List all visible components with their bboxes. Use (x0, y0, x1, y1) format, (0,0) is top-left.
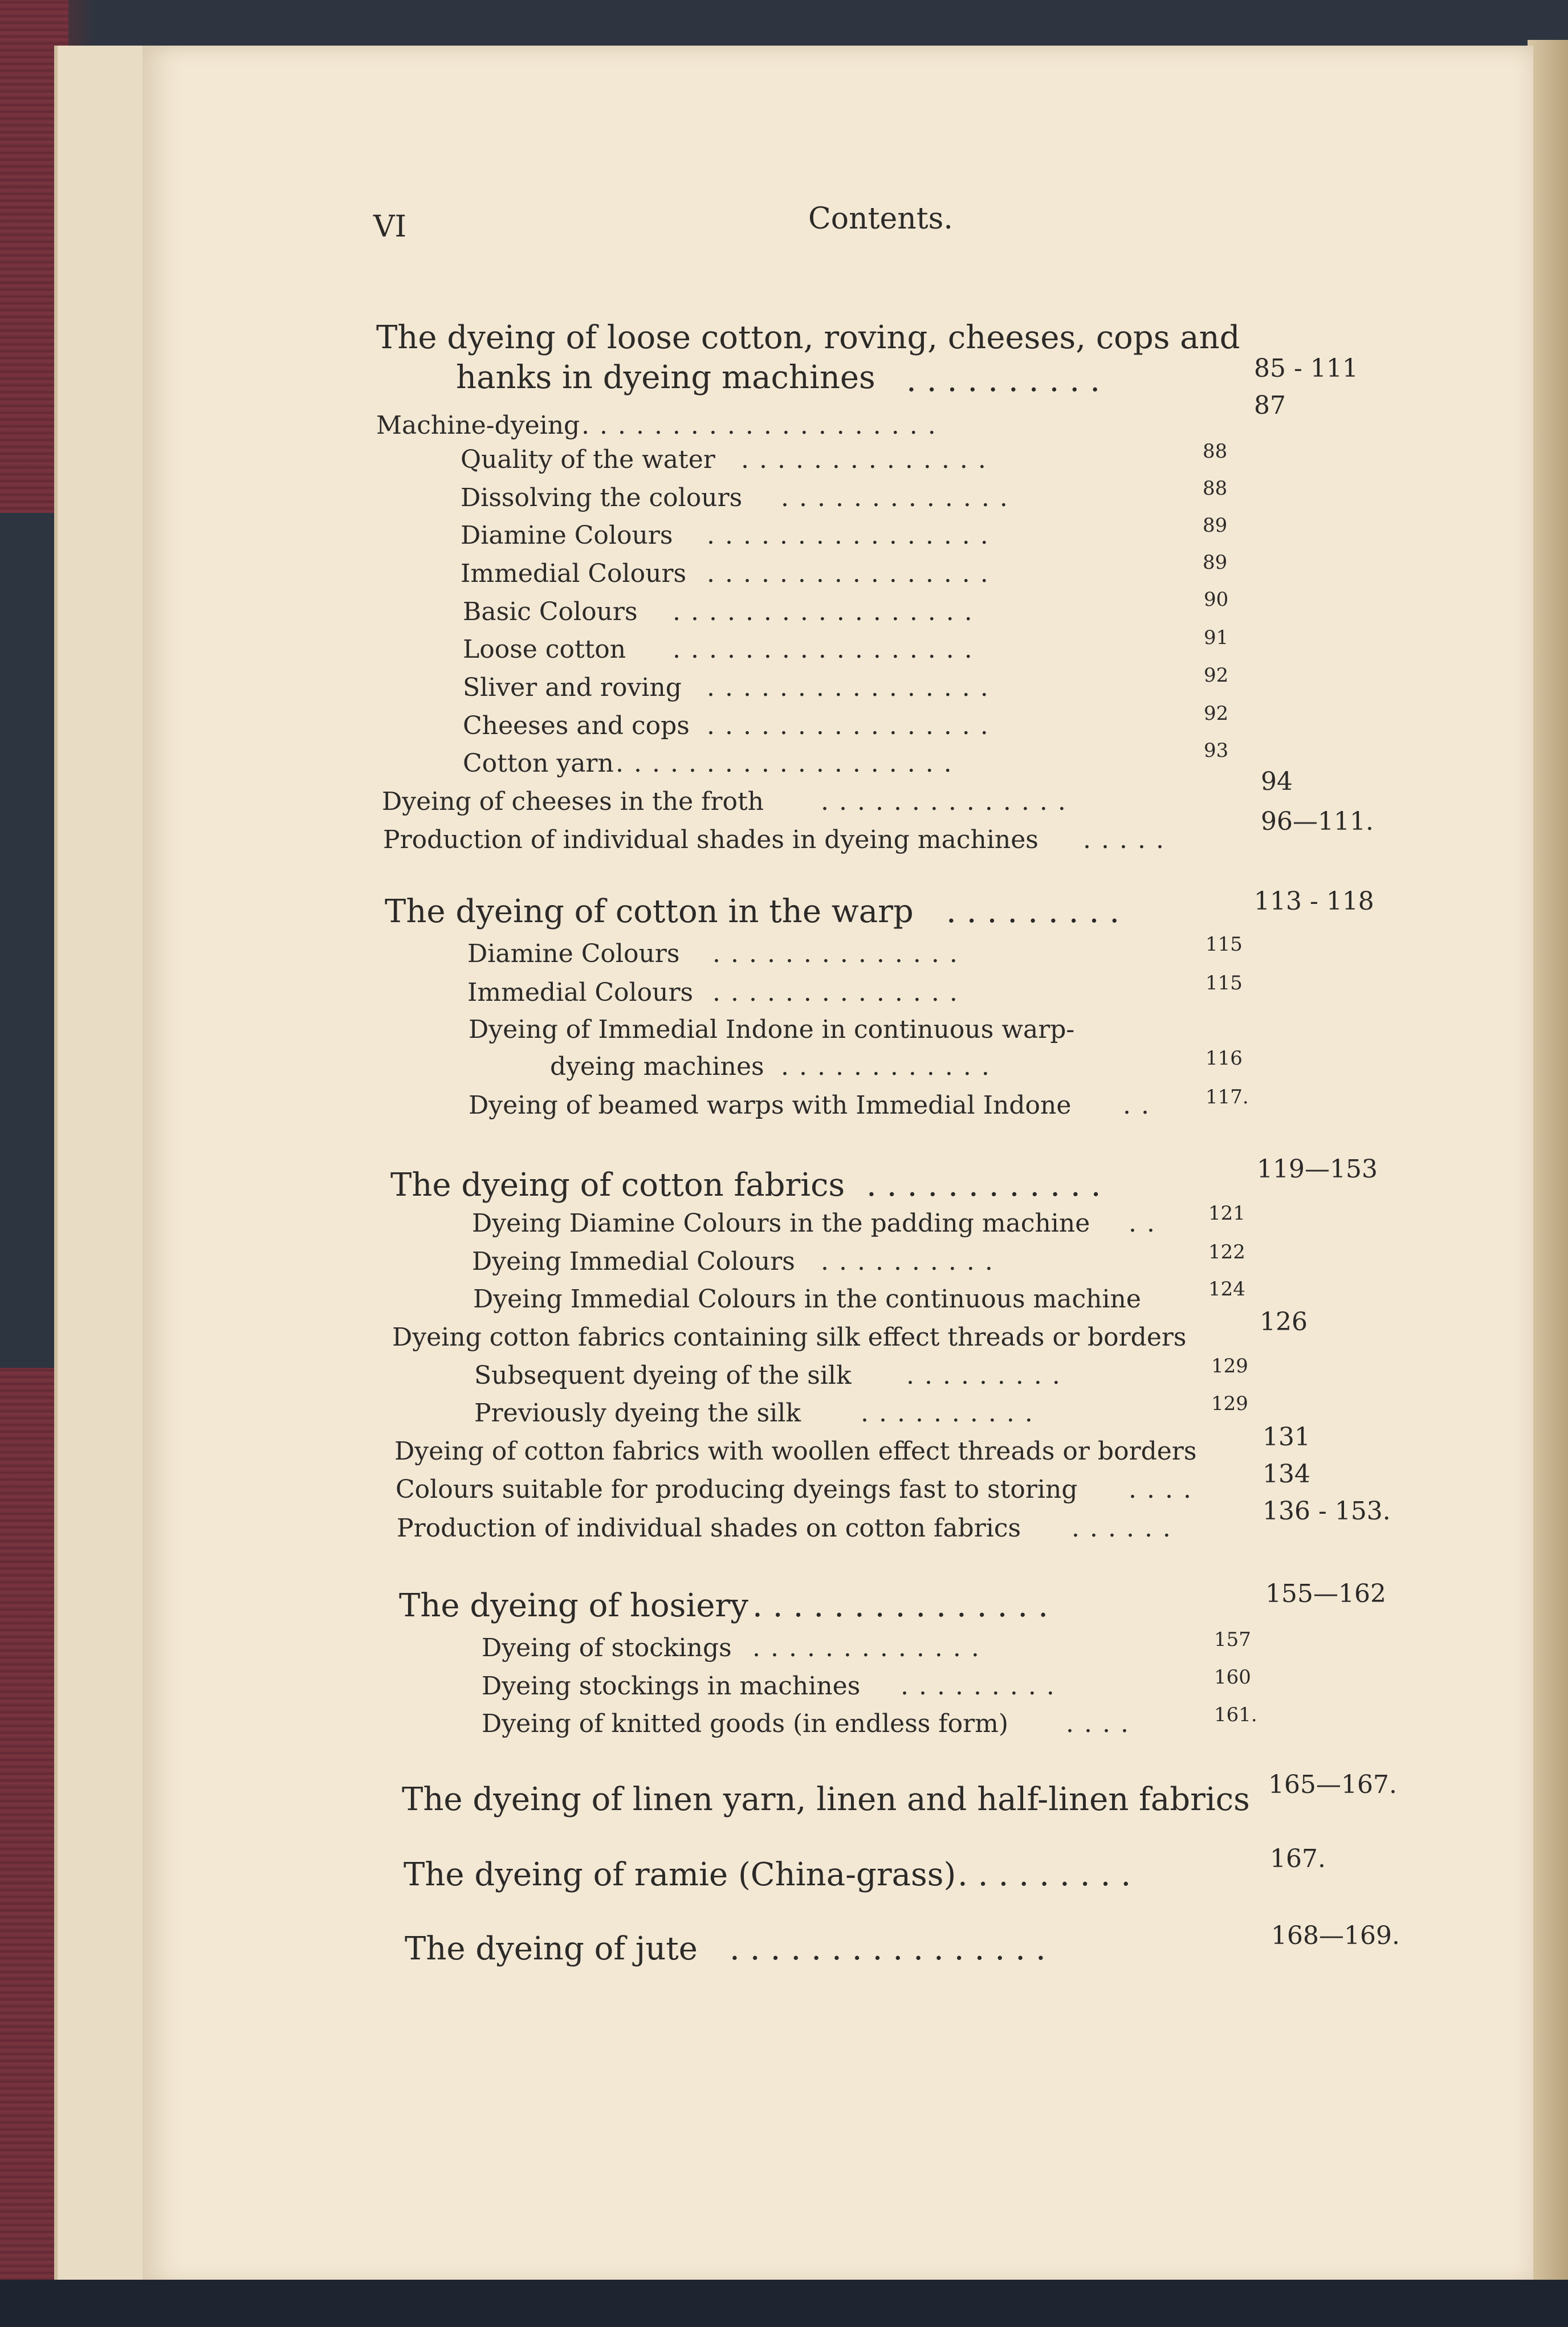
leader-dots: ................ (707, 673, 999, 702)
entry-page: 90 (1204, 588, 1229, 611)
leader-dots: ......... (946, 893, 1130, 930)
entry-page: 115 (1205, 972, 1243, 995)
leader-dots: ................ (730, 1930, 1056, 1967)
entry-label: Loose cotton (463, 635, 626, 664)
leader-dots: .............. (712, 978, 968, 1007)
entry-page: 89 (1203, 514, 1228, 537)
entry-label: Dyeing of cotton fabrics with woollen effect threads or borders (394, 1437, 1197, 1466)
entry-label: Production of individual shades in dyeing machines (383, 825, 1038, 854)
page-right-edge (1528, 40, 1568, 2297)
entry-label: Dyeing of cheeses in the froth (382, 787, 764, 816)
entry-label: Sliver and roving (463, 673, 682, 702)
leader-dots: ................ (707, 521, 999, 550)
book-bottom-edge (0, 2280, 1568, 2327)
entry-page: 96—111. (1261, 807, 1374, 836)
leader-dots: .... (1129, 1475, 1202, 1504)
entry-label: Dyeing Immedial Colours in the continuous machine (473, 1285, 1141, 1314)
leader-dots: ............. (781, 483, 1018, 512)
leader-dots: .................... (581, 411, 946, 440)
entry-label: Dyeing Immedial Colours (472, 1247, 795, 1276)
leader-dots: ................ (707, 559, 999, 588)
entry-label: Cheeses and cops (463, 711, 690, 740)
entry-label: Dyeing of Immedial Indone in continuous warp- (469, 1015, 1075, 1044)
entry-label: dyeing machines (550, 1052, 764, 1081)
section-pages: 165—167. (1268, 1770, 1397, 1799)
page-number: VI (373, 210, 407, 244)
leader-dots: ............. (752, 1633, 989, 1662)
entry-page: 87 (1254, 391, 1286, 420)
entry-label: Diamine Colours (461, 521, 673, 550)
leader-dots: ......... (906, 1361, 1070, 1390)
entry-label: Subsequent dyeing of the silk (474, 1361, 852, 1390)
entry-page: 131 (1262, 1423, 1310, 1452)
section-title: The dyeing of cotton in the warp (385, 893, 914, 930)
entry-page: 92 (1204, 702, 1229, 725)
entry-page: 124 (1208, 1278, 1245, 1301)
entry-label: Quality of the water (461, 445, 715, 474)
entry-label: Dyeing of beamed warps with Immedial Indone (469, 1091, 1072, 1120)
leader-dots: .... (1066, 1709, 1139, 1738)
entry-page: 122 (1208, 1241, 1245, 1264)
leader-dots: ................. (673, 597, 983, 626)
section-pages: 167. (1270, 1844, 1326, 1873)
section-title: The dyeing of hosiery (399, 1587, 748, 1624)
entry-page: 134 (1262, 1460, 1310, 1489)
entry-page: 136 - 153. (1262, 1497, 1391, 1526)
entry-label: Dyeing Diamine Colours in the padding machine (472, 1209, 1090, 1238)
leader-dots: .............. (741, 445, 996, 474)
entry-page: 157 (1214, 1628, 1251, 1651)
section-pages: 119—153 (1257, 1155, 1378, 1184)
leader-dots: ..... (1083, 825, 1174, 854)
entry-page: 116 (1205, 1047, 1243, 1070)
section-pages: 113 - 118 (1254, 887, 1374, 916)
leader-dots: ...... (1072, 1514, 1181, 1543)
entry-label: Production of individual shades on cotton fabrics (397, 1514, 1021, 1543)
entry-page: 94 (1261, 767, 1293, 796)
section-title: The dyeing of linen yarn, linen and half-linen fabrics (402, 1781, 1250, 1818)
entry-label: Basic Colours (463, 597, 638, 626)
section-pages: 168—169. (1271, 1921, 1400, 1950)
section-title: The dyeing of cotton fabrics (390, 1167, 845, 1204)
leader-dots: .......... (861, 1399, 1043, 1428)
entry-page: 92 (1204, 664, 1229, 687)
entry-page: 129 (1211, 1355, 1248, 1378)
section-title-line2: hanks in dyeing machines (456, 359, 875, 396)
entry-label: Dissolving the colours (461, 483, 743, 512)
leader-dots: .. (1129, 1209, 1165, 1238)
leader-dots: .......... (821, 1247, 1003, 1276)
leader-dots: .............. (821, 787, 1076, 816)
leader-dots: ................. (673, 635, 983, 664)
entry-page: 88 (1203, 440, 1228, 463)
leader-dots: ......... (958, 1856, 1142, 1893)
entry-page: 160 (1214, 1666, 1251, 1689)
entry-page: 93 (1204, 739, 1229, 762)
entry-page: 126 (1260, 1307, 1308, 1336)
leader-dots: ............... (752, 1587, 1059, 1624)
entry-label: Diamine Colours (467, 939, 680, 968)
entry-page: 88 (1203, 477, 1228, 500)
leader-dots: ................ (707, 711, 999, 740)
section-title-line1: The dyeing of loose cotton, roving, cheeses, cops and (376, 319, 1240, 356)
entry-label: Machine-dyeing (376, 411, 580, 440)
entry-label: Previously dyeing the silk (474, 1399, 801, 1428)
entry-page: 115 (1205, 933, 1243, 956)
section-pages: 155—162 (1265, 1579, 1386, 1608)
entry-label: Colours suitable for producing dyeings fast to storing (396, 1475, 1078, 1504)
leader-dots: ............ (781, 1052, 1000, 1081)
leader-dots: .............. (712, 939, 968, 968)
leader-dots: ......... (901, 1672, 1065, 1701)
entry-label: Dyeing of stockings (482, 1633, 732, 1662)
leader-dots: .......... (906, 362, 1111, 399)
leader-dots: ................... (616, 749, 962, 778)
entry-label: Dyeing stockings in machines (482, 1672, 861, 1701)
leader-dots: ............ (866, 1167, 1111, 1204)
entry-label: Dyeing cotton fabrics containing silk effect threads or borders (392, 1323, 1187, 1352)
section-title: The dyeing of ramie (China-grass) (404, 1856, 956, 1893)
entry-page: 89 (1203, 551, 1228, 574)
entry-page: 129 (1211, 1392, 1248, 1415)
entry-page: 117. (1205, 1086, 1249, 1109)
section-title: The dyeing of jute (405, 1930, 698, 1967)
entry-page: 91 (1204, 626, 1229, 649)
entry-label: Cotton yarn (463, 749, 614, 778)
section-pages: 85 - 111 (1254, 354, 1358, 383)
entry-page: 121 (1208, 1202, 1245, 1225)
entry-label: Immedial Colours (461, 559, 687, 588)
leader-dots: .. (1123, 1091, 1159, 1120)
entry-label: Immedial Colours (467, 978, 694, 1007)
page-header-title: Contents. (808, 202, 953, 236)
entry-page: 161. (1214, 1704, 1257, 1726)
entry-label: Dyeing of knitted goods (in endless form) (482, 1709, 1009, 1738)
